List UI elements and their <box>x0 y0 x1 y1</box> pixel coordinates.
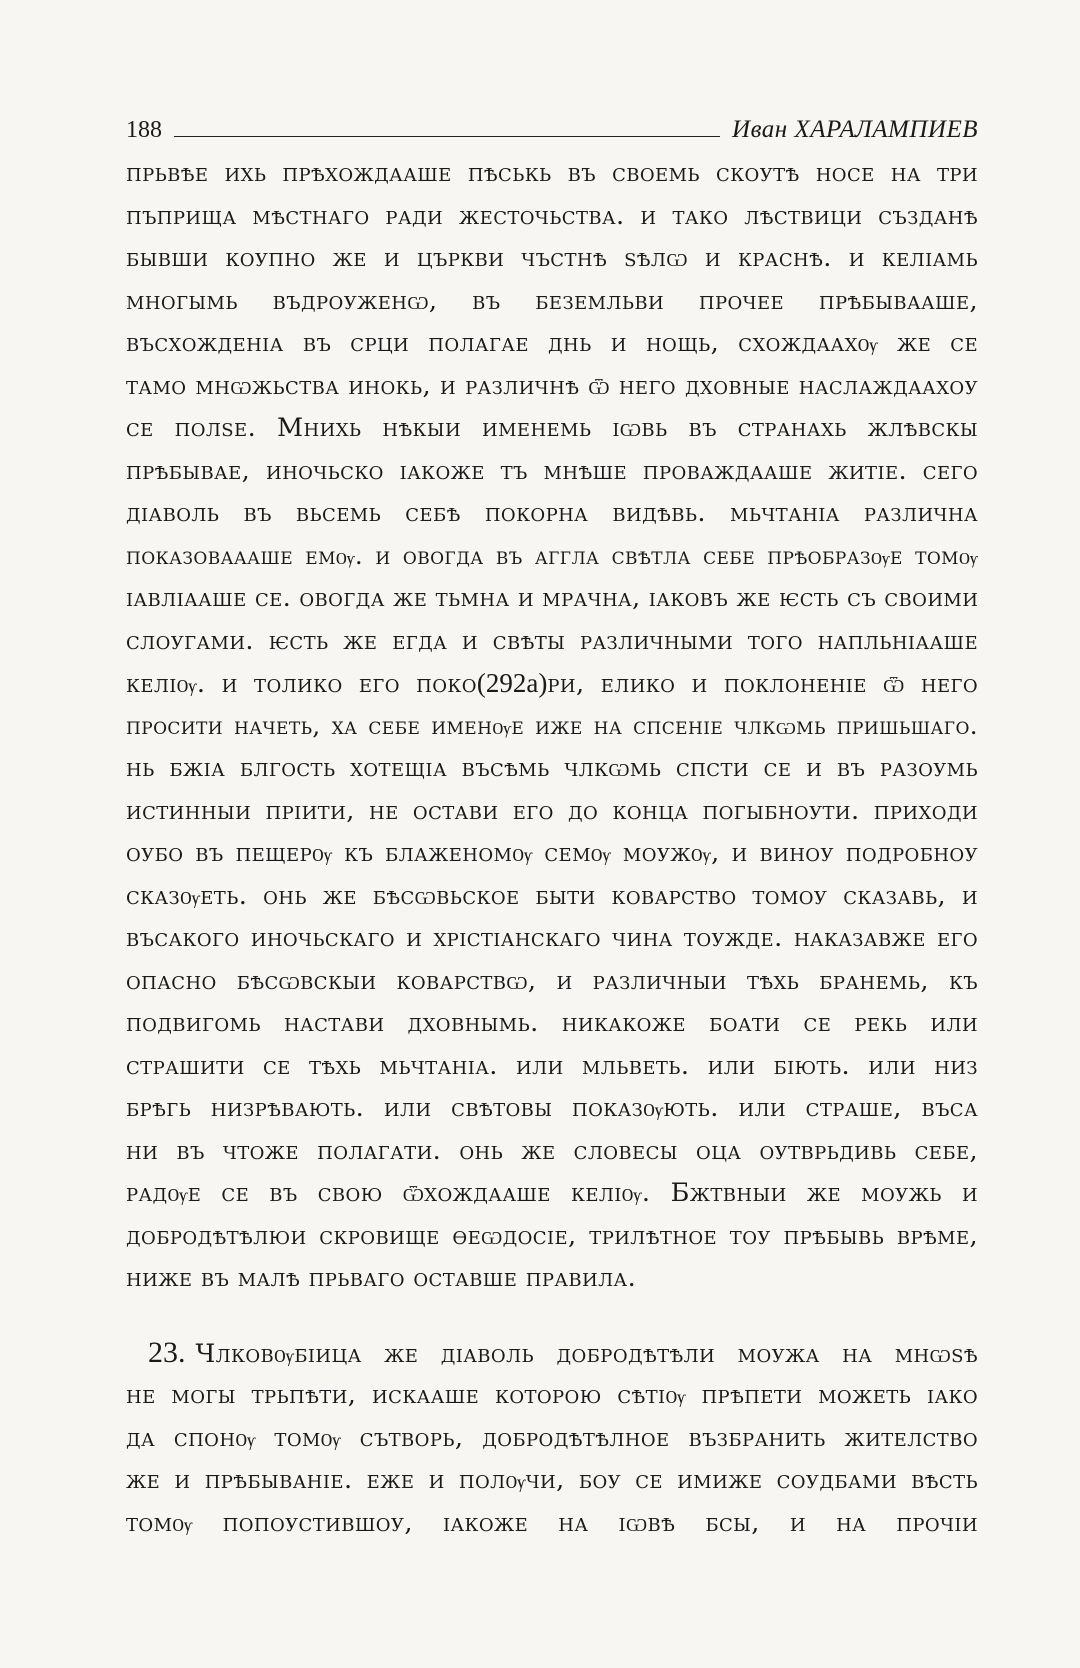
text-line: многымь въдроуженѡ, въ беземльви прочее прѣбывааше, <box>126 285 978 316</box>
text-line: опасно бѣсѡвскыи коварствѡ, и различныи тѣхь бранемь, къ <box>126 965 978 996</box>
paragraph-2 <box>126 1332 978 1545</box>
text-line: пъприща мѣстнаго ради жесточьства. и тако лѣствици създанѣ <box>126 200 978 231</box>
text-line: слоугами. ѥсть же егда и свѣты различными того напльнıааше <box>126 625 978 656</box>
text-line: да спонѹ томѹ сътворь, добродѣтѣлное възбранить жителство <box>126 1422 978 1453</box>
text-segment: келіѹ. и толико его поко <box>126 669 477 699</box>
main-text <box>126 152 978 1544</box>
text-segment: Члковѹбіица же діаволь добродѣтѣли моужа на мнѡѕѣ <box>195 1338 978 1369</box>
header-rule <box>174 136 720 137</box>
text-line: въсхожденіа въ срци полагае днь и нощь, схождаахѹ же се <box>126 328 978 358</box>
text-line: діаволь въ вьсемь себѣ покорна видѣвь. мьчтаніа различна <box>126 498 978 528</box>
text-line: тамо мнѡжьства инокь, и различнѣ ѿ него дховные наслаждаахоу <box>126 370 978 401</box>
text-line: подвигомь настави дховнымь. никакоже боати се рекь или <box>126 1008 978 1038</box>
page-number: 188 <box>126 117 162 143</box>
text-line: нь бжіа блгость хотещіа въсѣмь члкѡмь спсти се и въ разоумь <box>126 753 978 783</box>
text-line: томѹ попоустившоу, ıакоже на ıѡвѣ бсы, и на прочіи <box>126 1507 978 1538</box>
text-line: въсакого иночьскаго и хрістіанскаго чина тоужде. наказавже его <box>126 923 978 953</box>
text-line: же и прѣбываніе. еже и полѹчи, боу се имиже соудбами вѣсть <box>126 1465 978 1495</box>
text-line: ни въ чтоже полагати. онь же словесы оца оутврьдивь себе, <box>126 1135 978 1166</box>
paragraph-1 <box>126 152 978 1300</box>
text-line <box>126 1332 978 1375</box>
text-line: ıавлıааше се. овогда же тьмна и мрачна, ıаковъ же ѥсть съ своими <box>126 583 978 612</box>
text-line: не могы трьпѣти, искааше которою сѣтіѹ прѣпети можеть ıако <box>126 1380 978 1410</box>
running-head-author: Иван ХАРАЛАМПИЕВ <box>732 116 978 143</box>
text-line: оубо въ пещерѹ къ блаженомѹ семѹ моужѹ, и виноу подробноу <box>126 838 978 868</box>
running-head <box>126 104 978 144</box>
text-line: страшити се тѣхь мьчтаніа. или мльветь. или біють. или низ <box>126 1050 978 1081</box>
section-number: 23. <box>148 1335 186 1369</box>
paragraph-gap <box>126 1300 978 1332</box>
text-line <box>126 662 978 705</box>
text-line: брѣгь низрѣвають. или свѣтовы показѹють. или страше, въса <box>126 1093 978 1123</box>
text-line: добродѣтѣлюи скровище ѳеѡдосіе, трилѣтное тоу прѣбывь врѣме, <box>126 1220 978 1251</box>
text-line: показоваааше емѹ. и овогда въ аггла свѣтла себе прѣобразѹе томѹ <box>126 540 978 570</box>
text-line: прьвѣе ихь прѣхождааше пѣськь въ своемь скоутѣ носе на три <box>126 158 978 188</box>
text-line: прѣбывае, иночьско ıакоже тъ мнѣше проваждааше житіе. сего <box>126 455 978 486</box>
text-line: сказѹеть. онь же бѣсѡвьское быти коварство томоу сказавь, и <box>126 880 978 911</box>
text-line: радѹе се въ свою ѿхождааше келіѹ. Бжтвныи же моужь и <box>126 1178 978 1208</box>
text-line: бывши коупно же и църкви чъстнѣ ѕѣлѡ и краснѣ. и келіамь <box>126 243 978 273</box>
text-segment: ри, елико и поклоненіе ѿ него <box>547 669 978 699</box>
text-line: просити начеть, ха себе именѹе иже на спсеніе члкѡмь пришьшаго. <box>126 710 978 740</box>
text-line: ниже въ малѣ прьваго оставше правила. <box>126 1263 637 1293</box>
text-line: истинныи пріити, не остави его до конца погыбноути. приходи <box>126 795 978 826</box>
folio-reference: (292а) <box>476 668 548 698</box>
text-line: се полѕе. Мнихь нѣкыи именемь ıѡвь въ странахь жлѣвскы <box>126 413 978 443</box>
